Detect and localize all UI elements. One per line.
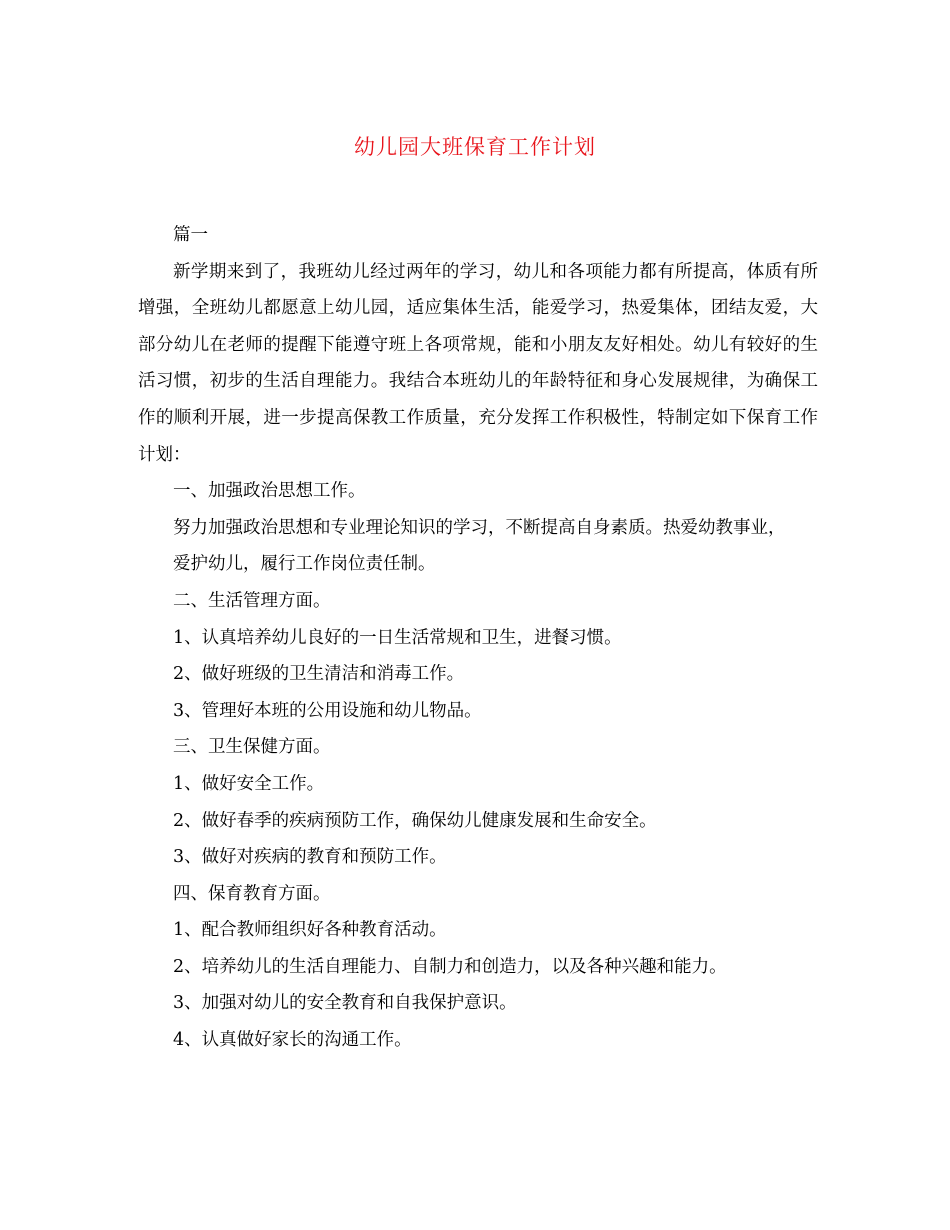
section-heading: 四、保育教育方面。 [173,883,331,904]
body-paragraph: 努力加强政治思想和专业理论知识的学习，不断提高自身素质。热爱幼教事业， [173,517,786,538]
list-item: 3、加强对幼儿的安全教育和自我保护意识。 [173,993,517,1014]
list-item: 4、认真做好家长的沟通工作。 [173,1030,412,1051]
list-item: 3、做好对疾病的教育和预防工作。 [173,847,447,868]
section-heading: 一、加强政治思想工作。 [173,481,366,502]
document-body [138,217,818,1059]
list-item: 2、做好班级的卫生清洁和消毒工作。 [173,664,465,685]
list-item: 1、配合教师组织好各种教育活动。 [173,920,447,941]
section-heading: 二、生活管理方面。 [173,590,331,611]
list-item: 1、做好安全工作。 [173,773,325,794]
list-item: 2、做好春季的疾病预防工作，确保幼儿健康发展和生命安全。 [173,810,657,831]
document-title: 幼儿园大班保育工作计划 [354,135,596,159]
list-item: 1、认真培养幼儿良好的一日生活常规和卫生，进餐习惯。 [173,627,622,648]
section-label: 篇一 [173,225,208,245]
list-item: 2、培养幼儿的生活自理能力、自制力和创造力，以及各种兴趣和能力。 [173,956,727,977]
body-paragraph: 爱护幼儿，履行工作岗位责任制。 [173,554,436,575]
section-heading: 三、卫生保健方面。 [173,737,331,758]
list-item: 3、管理好本班的公用设施和幼儿物品。 [173,700,482,721]
intro-paragraph: 新学期来到了，我班幼儿经过两年的学习，幼儿和各项能力都有所提高，体质有所增强，全班幼儿都愿意上幼儿园，适应集体生活，能爱学习，热爱集体，团结友爱，大部分幼儿在老师的提醒下能遵守班上各项常规，能和小朋友友好相处。幼儿有较好的生活习惯，初步的生活自理能力。我结合本班幼儿的年龄特征和身心发展规律，为确保工作的顺利开展，进一步提高保教工作质量，充分发挥工作积极性，特制定如下保育工作计划： [138,261,818,465]
